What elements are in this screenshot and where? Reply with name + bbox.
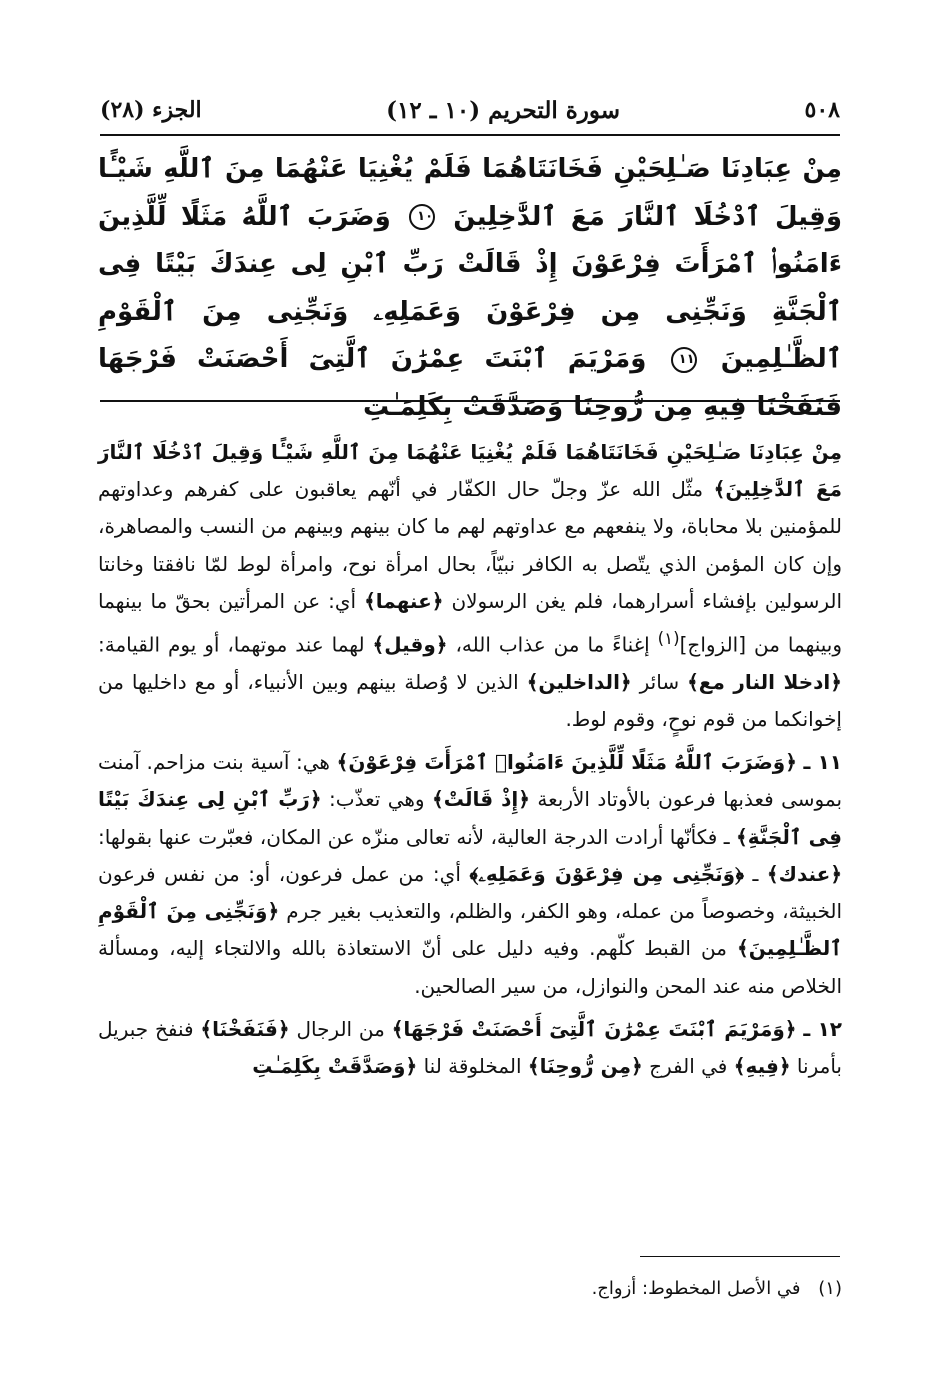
quoted-verse: وَمَرْيَمَ ٱبْنَتَ عِمْرَٰنَ ٱلَّتِىٓ أَحْصَنَتْ فَرْجَهَا [403,1016,785,1041]
page-number: ٥٠٨ [804,97,840,123]
commentary-text: من القبط كلّهم. وفيه دليل على أنّ الاستعاذة بالله والالتجاء إليه، ومسألة الخلاص منه عند المحن والنوازل، من سير الصالحين. [98,936,842,998]
footnote-divider [640,1256,840,1257]
page-header [100,92,840,128]
verse-number-label: ١٢ ـ [803,1016,842,1041]
commentary-text: فنفخ جبريل بأمرنا [98,1016,842,1078]
quoted-word: عندك [778,861,831,886]
commentary-text: من الرجال [296,1016,385,1041]
commentary-paragraph-10: مِنْ عِبَادِنَا صَـٰلِحَيْنِ فَخَانَتَاهُمَا فَلَمْ يُغْنِيَا عَنْهُمَا مِنَ ٱللَّهِ شَيْـًٔا وَقِيلَ ٱدْخُلَا ٱلنَّارَ مَعَ ٱلدَّٰخِلِينَ﴾ مثّل الله عزّ وجلّ حال الكفّار في أنّهم يعاقبون على كفرهم وعداوتهم للمؤمنين بلا محاباة، ولا ينفعهم مع عداوتهم لهم ما كان بينهم وبينهم من النسب والمصاهرة، وإن كان المؤمن الذي يتّصل به الكافر نبيّاً، بحال امرأة نوح، وامرأة لوط لمّا نافقتا وخانتا الرسولين بإفشاء أسرارهما، فلم يغن الرسولان ﴿عنهما﴾ أي: عن المرأتين بحقّ ما بينهما وبينهما من [الزواج]$^{(١)}$ إغناءً ما من عذاب الله، ﴿وقيل﴾ لهما عند موتهما، أو يوم القيامة: ﴿ادخلا النار مع﴾ سائر ﴿الداخلين﴾ الذين لا وُصلة بينهم وبين الأنبياء، أو مع داخليها من إخوانكما من قوم نوحٍ، وقوم لوط. [98,440,843,732]
quoted-verse: إِذْ قَالَتْ [443,787,519,812]
quoted-word: الداخلين [538,669,620,694]
footnote-reference: (١) [657,629,680,649]
commentary-text: إغناءً ما من عذاب الله، [455,632,650,657]
quran-verse-12-text: وَمَرْيَمَ ٱبْنَتَ عِمْرَٰنَ ٱلَّتِىٓ أَحْصَنَتْ فَرْجَهَا فَنَفَخْنَا فِيهِ مِن رُّوحِنَا وَصَدَّقَتْ بِكَلِمَـٰتِ [98,344,842,422]
verse-number-marker: ١١ [671,347,697,373]
quoted-word: مِن رُّوحِنَا [539,1053,631,1078]
commentary-paragraph-12: ١٢ ـ ﴿وَمَرْيَمَ ٱبْنَتَ عِمْرَٰنَ ٱلَّتِىٓ أَحْصَنَتْ فَرْجَهَا﴾ من الرجال ﴿فَنَفَخْنَا﴾ فنفخ جبريل بأمرنا ﴿فِيهِ﴾ في الفرج ﴿مِن رُّوحِنَا﴾ المخلوقة لنا ﴿وَصَدَّقَتْ بِكَلِمَـٰتِ [98,1016,842,1078]
commentary-text: أي: عن المرأتين بحقّ ما بينهما وبينهما من [الزواج] [98,588,843,657]
quoted-verse: مِنْ عِبَادِنَا صَـٰلِحَيْنِ فَخَانَتَاهُمَا فَلَمْ يُغْنِيَا عَنْهُمَا مِنَ ٱللَّهِ شَيْـًٔا وَقِيلَ ٱدْخُلَا ٱلنَّارَ مَعَ ٱلدَّٰخِلِينَ [98,440,843,502]
header-divider [100,134,840,136]
quoted-verse: وَنَجِّنِى مِنَ ٱلْقَوْمِ ٱلظَّـٰلِمِينَ [98,899,843,961]
juz-label: الجزء (٢٨) [100,97,202,123]
commentary-text: وهي تعذّب: [329,787,425,812]
quran-verse-11-text: وَضَرَبَ ٱللَّهُ مَثَلًا لِّلَّذِينَ ءَامَنُوا۟ ٱمْرَأَتَ فِرْعَوْنَ إِذْ قَالَتْ رَبِّ ٱبْنِ لِى عِندَكَ بَيْتًا فِى ٱلْجَنَّةِ وَنَجِّنِى مِن فِرْعَوْنَ وَعَمَلِهِۦ وَنَجِّنِى مِنَ ٱلْقَوْمِ ٱلظَّـٰلِمِينَ [98,201,842,374]
commentary-text: المخلوقة لنا [423,1053,522,1078]
commentary-paragraph-11: ١١ ـ ﴿وَضَرَبَ ٱللَّهُ مَثَلًا لِّلَّذِينَ ءَامَنُوا۟ ٱمْرَأَتَ فِرْعَوْنَ﴾ هي: آسية بنت مزاحم. آمنت بموسى فعذبها فرعون بالأوتاد الأربعة ﴿إِذْ قَالَتْ﴾ وهي تعذّب: ﴿رَبِّ ٱبْنِ لِى عِندَكَ بَيْتًا فِى ٱلْجَنَّةِ﴾ ـ فكأنّها أرادت الدرجة العالية، لأنه تعالى منزّه عن المكان، فعبّرت عنها بقولها: ﴿عندك﴾ ـ ﴿وَنَجِّنِى مِن فِرْعَوْنَ وَعَمَلِهِۦ﴾ أي: من عمل فرعون، أو: من نفس فرعون الخبيثة، وخصوصاً من عمله، وهو الكفر، والظلم، والتعذيب بغير جرم ﴿وَنَجِّنِى مِنَ ٱلْقَوْمِ ٱلظَّـٰلِمِينَ﴾ من القبط كلّهم. وفيه دليل على أنّ الاستعاذة بالله والالتجاء إليه، ومسألة الخلاص منه عند المحن والنوازل، من سير الصالحين. [98,750,843,998]
commentary-body [98,434,842,1091]
quoted-verse: رَبِّ ٱبْنِ لِى عِندَكَ بَيْتًا فِى ٱلْجَنَّةِ [98,787,842,849]
commentary-text: ـ [752,861,759,886]
quoted-verse: وَصَدَّقَتْ بِكَلِمَـٰتِ [252,1053,406,1078]
commentary-text: في الفرج [649,1053,728,1078]
quoted-verse: وَضَرَبَ ٱللَّهُ مَثَلًا لِّلَّذِينَ ءَامَنُوا۟ ٱمْرَأَتَ فِرْعَوْنَ [348,750,786,775]
commentary-text: مثّل الله عزّ وجلّ حال الكفّار في أنّهم يعاقبون على كفرهم وعداوتهم للمؤمنين بلا محاباة، ولا ينفعهم مع عداوتهم لهم ما كان بينهم وبينهم من النسب والمصاهرة، وإن كان المؤمن الذي يتّصل به الكافر نبيّاً، بحال امرأة نوح، وامرأة لوط لمّا نافقتا وخانتا الرسولين بإفشاء أسرارهما، فلم يغن الرسولان [98,477,843,613]
commentary-text: أي: من عمل فرعون، أو: من نفس فرعون الخبيثة، وخصوصاً من عمله، وهو الكفر، والظلم، والتعذيب بغير جرم [98,861,843,924]
quoted-word: وقيل [384,632,436,657]
footnote-number: (١) [818,1278,842,1299]
quoted-word: فِيهِ [745,1053,779,1078]
footnote [592,1278,842,1299]
surah-title: سورة التحريم (١٠ ـ ١٢) [386,96,621,124]
quoted-word: عنهما [375,588,432,613]
quoted-word: ادخلا النار مع [698,669,831,694]
quran-verse-10-text: مِنْ عِبَادِنَا صَـٰلِحَيْنِ فَخَانَتَاهُمَا فَلَمْ يُغْنِيَا عَنْهُمَا مِنَ ٱللَّهِ شَيْـًٔا وَقِيلَ ٱدْخُلَا ٱلنَّارَ مَعَ ٱلدَّٰخِلِينَ [98,154,842,232]
commentary-text: سائر [639,669,680,694]
commentary-text: ـ فكأنّها أرادت الدرجة العالية، لأنه تعالى منزّه عن المكان، فعبّرت عنها بقولها: [98,824,730,849]
quran-text-block [98,146,842,422]
footnote-text: في الأصل المخطوط: أزواج. [591,1278,801,1299]
commentary-text: لهما عند موتهما، أو يوم القيامة: [98,632,365,657]
quoted-word: فَنَفَخْنَا [212,1016,278,1041]
quoted-verse: وَنَجِّنِى مِن فِرْعَوْنَ وَعَمَلِهِۦ [478,861,736,886]
verse-number-label: ١١ ـ [803,750,843,775]
commentary-text: هي: آسية بنت مزاحم. آمنت بموسى فعذبها فرعون بالأوتاد الأربعة [98,750,843,812]
verse-number-marker: ١٠ [409,204,435,230]
section-divider [100,400,840,402]
commentary-text: الذين لا وُصلة بينهم وبين الأنبياء، أو مع داخليها من إخوانكما من قوم نوحٍ، وقوم لوط. [98,669,842,732]
